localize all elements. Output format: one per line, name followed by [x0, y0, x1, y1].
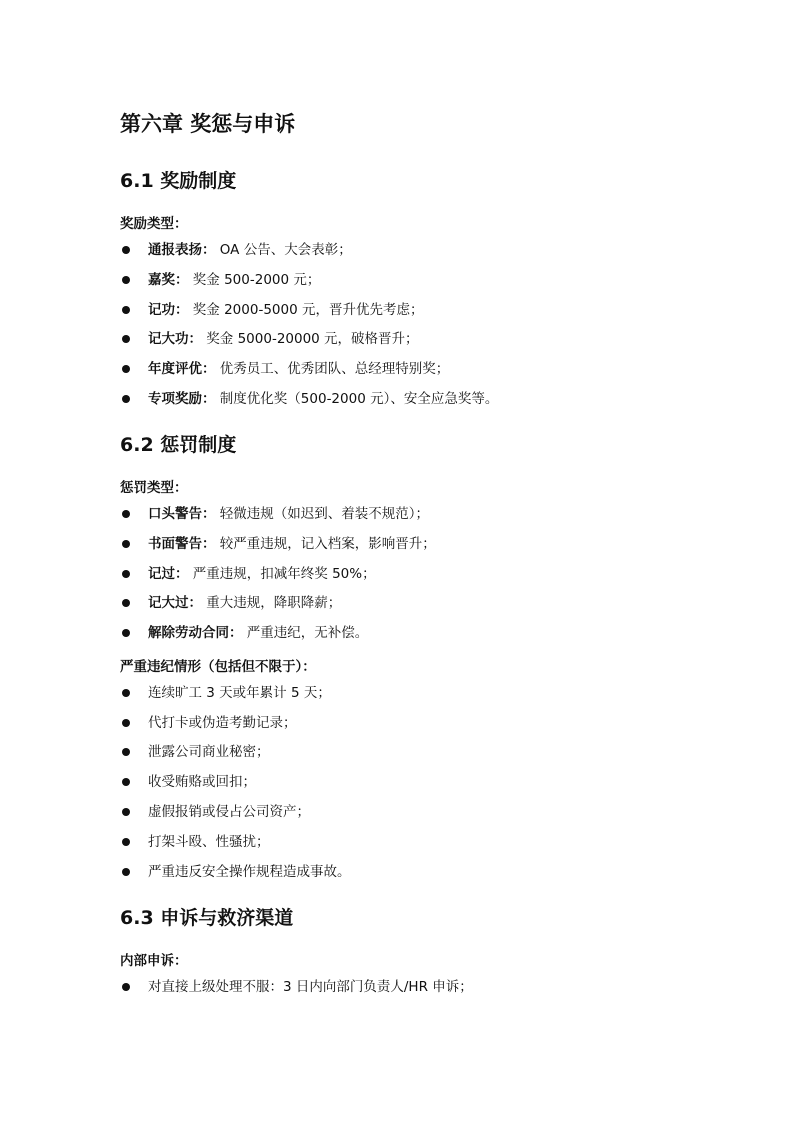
serious-violations-label: 严重违纪情形（包括但不限于）：: [120, 659, 316, 675]
bullet-icon: [122, 510, 130, 518]
bullet-icon: [122, 629, 130, 637]
section-heading-rewards: 6.1 奖励制度: [120, 170, 237, 192]
item-text: 较严重违规，记入档案，影响晋升；: [219, 536, 436, 552]
section-heading-penalties: 6.2 惩罚制度: [120, 434, 237, 456]
item-term: 记过：: [148, 566, 189, 582]
item-text: 严重违规，扣减年终奖 50%；: [192, 566, 376, 582]
item-text: 重大违规，降职降薪；: [206, 595, 342, 611]
item-text: 收受贿赂或回扣；: [148, 774, 256, 790]
item-text: 对直接上级处理不服：3 日内向部门负责人/HR 申诉；: [148, 979, 473, 995]
item-term: 年度评优：: [148, 361, 216, 377]
penalties-types-label: 惩罚类型：: [120, 480, 188, 496]
item-text: 奖金 2000-5000 元，晋升优先考虑；: [192, 302, 424, 318]
bullet-icon: [122, 838, 130, 846]
item-text: 奖金 5000-20000 元，破格晋升；: [206, 331, 419, 347]
item-text: 优秀员工、优秀团队、总经理特别奖；: [219, 361, 450, 377]
internal-appeal-label: 内部申诉：: [120, 953, 188, 969]
item-text: 严重违反安全操作规程造成事故。: [148, 864, 351, 880]
bullet-icon: [122, 365, 130, 373]
item-text: 制度优化奖（500-2000 元）、安全应急奖等。: [219, 391, 499, 407]
item-text: 轻微违规（如迟到、着装不规范）；: [219, 506, 430, 522]
item-term: 书面警告：: [148, 536, 216, 552]
chapter-title: 第六章 奖惩与申诉: [120, 112, 296, 136]
bullet-icon: [122, 335, 130, 343]
item-term: 嘉奖：: [148, 272, 189, 288]
section-heading-appeals: 6.3 申诉与救济渠道: [120, 907, 294, 929]
bullet-icon: [122, 540, 130, 548]
bullet-icon: [122, 868, 130, 876]
item-term: 通报表扬：: [148, 242, 216, 258]
item-term: 解除劳动合同：: [148, 625, 243, 641]
bullet-icon: [122, 306, 130, 314]
item-term: 记功：: [148, 302, 189, 318]
bullet-icon: [122, 689, 130, 697]
item-text: 代打卡或伪造考勤记录；: [148, 715, 297, 731]
bullet-icon: [122, 748, 130, 756]
item-text: 打架斗殴、性骚扰；: [148, 834, 270, 850]
item-text: 虚假报销或侵占公司资产；: [148, 804, 310, 820]
item-text: 严重违纪，无补偿。: [246, 625, 369, 641]
bullet-icon: [122, 983, 130, 991]
bullet-icon: [122, 778, 130, 786]
item-term: 记大过：: [148, 595, 202, 611]
item-term: 专项奖励：: [148, 391, 216, 407]
bullet-icon: [122, 395, 130, 403]
bullet-icon: [122, 808, 130, 816]
item-text: 奖金 500-2000 元；: [192, 272, 321, 288]
bullet-icon: [122, 276, 130, 284]
bullet-icon: [122, 570, 130, 578]
item-text: 泄露公司商业秘密；: [148, 744, 270, 760]
item-text: 连续旷工 3 天或年累计 5 天；: [148, 685, 331, 701]
item-term: 口头警告：: [148, 506, 216, 522]
item-term: 记大功：: [148, 331, 202, 347]
bullet-icon: [122, 246, 130, 254]
item-text: OA 公告、大会表彰；: [219, 242, 352, 258]
rewards-types-label: 奖励类型：: [120, 216, 188, 232]
bullet-icon: [122, 599, 130, 607]
bullet-icon: [122, 719, 130, 727]
